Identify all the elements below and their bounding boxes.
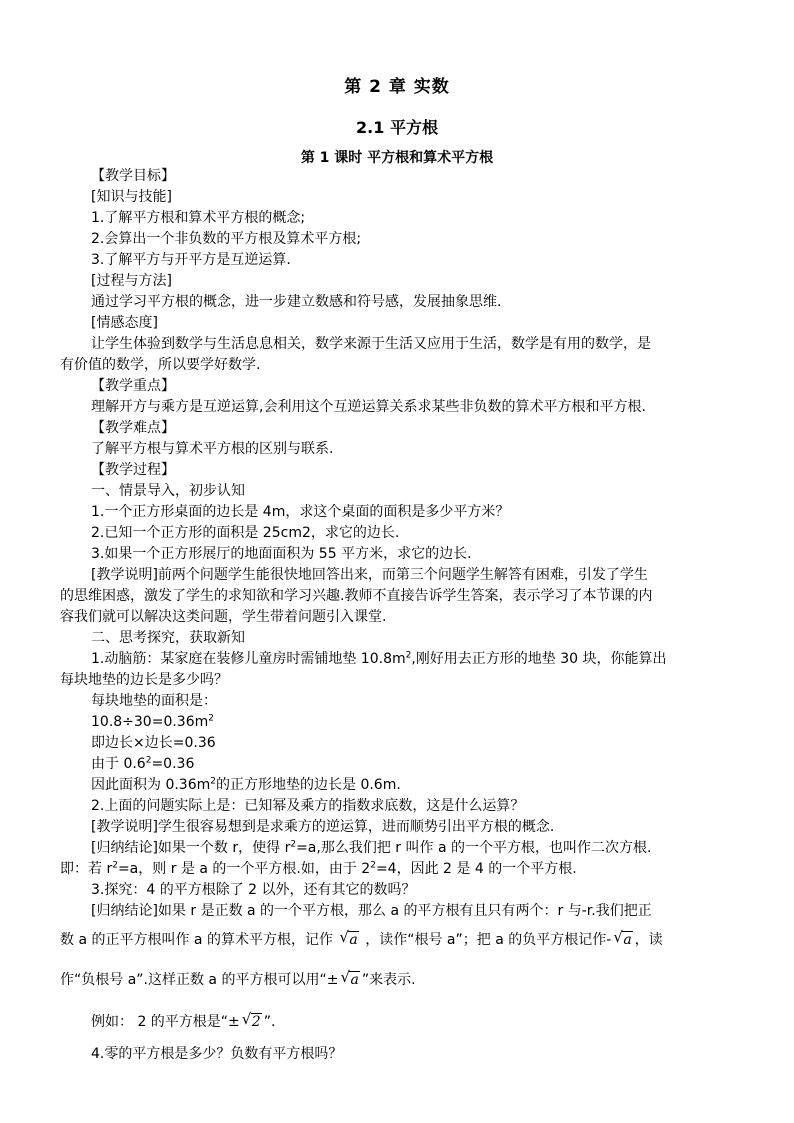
subheading-process-method: [过程与方法] [91,273,172,289]
part-one-heading: 一、情景导入，初步认知 [91,483,245,499]
text-span: ”. [263,1014,276,1030]
text-span: 即：若 r [60,861,113,877]
superscript-2: 2 [370,860,376,871]
text-span: 10.8÷30=0.36m [91,714,209,730]
brain-teaser-line-2: 每块地垫的边长是多少吗？ [60,672,228,688]
text-span: 的正方形地垫的边长是 0.6m. [216,777,401,793]
text-span: =a，则 r 是 a 的一个平方根.如，由于 2 [117,861,371,877]
subheading-knowledge-skills: [知识与技能] [91,189,172,205]
text-span: 例如： 2 的平方根是“± [91,1014,240,1030]
question-zero-negative: 4.零的平方根是多少？负数有平方根吗？ [91,1046,343,1062]
teaching-note-1-line-2: 的思维困惑，激发了学生的求知欲和学习兴趣.教师不直接告诉学生答案，表示学习了本节课的内 [60,588,653,604]
text-span: ，读作“根号 a”；把 a 的负平方根记作- [365,932,612,948]
text-span: ,刚好用去正方形的地垫 30 块，你能算出 [411,651,667,667]
heading-key-points: 【教学重点】 [91,378,175,394]
goal-line-1: 1.了解平方根和算术平方根的概念; [91,210,306,226]
sqrt-a-symbol [340,970,359,990]
text-span: [归纳结论]如果一个数 r，使得 r [91,840,291,856]
sqrt-a-symbol [339,930,358,950]
solution-line-3: 即边长×边长=0.36 [91,735,216,751]
solution-line-5 [91,775,401,795]
question-3: 3.如果一个正方形展厅的地面面积为 55 平方米，求它的边长. [91,546,472,562]
text-span: 由于 0.6 [91,756,146,772]
brain-teaser-line-1 [91,649,667,669]
superscript-2: 2 [210,776,216,787]
teaching-note-1-line-3: 容我们就可以解决这类问题，学生带着问题引入课堂. [60,609,387,625]
solution-line-2 [91,712,214,732]
text-span: ，读 [634,932,663,948]
goal-line-3: 3.了解平方与开平方是互逆运算. [91,252,291,268]
radicand: 2 [251,1014,261,1030]
section-title: 2.1 平方根 [356,118,438,137]
attitude-line-1: 让学生体验到数学与生活息息相关，数学来源于生活又应用于生活，数学是有用的数学，是 [91,336,651,352]
heading-teaching-goals: 【教学目标】 [91,168,175,184]
solution-line-4 [91,754,194,774]
sqrt-2-symbol [242,1012,262,1032]
question-1: 1.一个正方形桌面的边长是 4m，求这个桌面的面积是多少平方米？ [91,504,510,520]
solution-line-1: 每块地垫的面积是： [91,693,217,709]
conclusion-2-line-1: [归纳结论]如果 r 是正数 a 的一个平方根，那么 a 的平方根有且只有两个：r 与-r.我们把正 [91,903,652,919]
conclusion-2-line-2 [60,930,663,950]
teaching-note-2: [教学说明]学生很容易想到是求乘方的逆运算，进而顺势引出平方根的概念. [91,819,555,835]
example-line [91,1012,275,1032]
text-span: =4，因此 2 是 4 的一个平方根. [375,861,577,877]
chapter-title: 第 2 章 实数 [344,77,450,97]
text-span: =a,那么我们把 r 叫作 a 的一个平方根，也叫作二次方根. [296,840,652,856]
text-span: ”来表示. [361,972,416,988]
subheading-attitude: [情感态度] [91,315,158,331]
sqrt-a-symbol [613,930,632,950]
heading-difficulties: 【教学难点】 [91,420,175,436]
superscript-2: 2 [290,839,297,850]
lesson-title: 第 1 课时 平方根和算术平方根 [300,150,494,166]
heading-teaching-process: 【教学过程】 [91,462,175,478]
question-2: 2.已知一个正方形的面积是 25cm2，求它的边长. [91,525,400,541]
question-inverse-operation: 2.上面的问题实际上是：已知幂及乘方的指数求底数，这是什么运算？ [91,798,525,814]
process-line: 通过学习平方根的概念，进一步建立数感和符号感，发展抽象思维. [91,294,502,310]
attitude-line-2: 有价值的数学，所以要学好数学. [60,357,261,373]
text-span: 数 a 的正平方根叫作 a 的算术平方根，记作 [60,932,333,948]
part-two-heading: 二、思考探究，获取新知 [91,630,245,646]
goal-line-2: 2.会算出一个非负数的平方根及算术平方根; [91,231,362,247]
teaching-note-1-line-1: [教学说明]前两个问题学生能很快地回答出来，而第三个问题学生解答有困难，引发了学生 [91,567,648,583]
difficulties-line: 了解平方根与算术平方根的区别与联系. [91,441,334,457]
text-span: 1.动脑筋：某家庭在装修儿童房时需铺地垫 10.8m [91,651,406,667]
radicand: a [350,972,359,988]
superscript-2: 2 [145,755,152,766]
text-span: 作“负根号 a”.这样正数 a 的平方根可以用“± [60,972,339,988]
text-span: 因此面积为 0.36m [91,777,211,793]
conclusion-2-line-3 [60,970,416,990]
superscript-2: 2 [405,650,412,661]
text-span: =0.36 [151,756,195,772]
superscript-2: 2 [208,713,214,724]
radicand: a [349,932,358,948]
conclusion-1-line-2 [60,859,577,879]
conclusion-1-line-1 [91,838,651,858]
radicand: a [623,932,632,948]
superscript-2: 2 [112,860,118,871]
key-points-line: 理解开方与乘方是互逆运算,会利用这个互逆运算关系求某些非负数的算术平方根和平方根. [91,399,646,415]
explore-question: 3.探究：4 的平方根除了 2 以外，还有其它的数吗？ [91,882,416,898]
